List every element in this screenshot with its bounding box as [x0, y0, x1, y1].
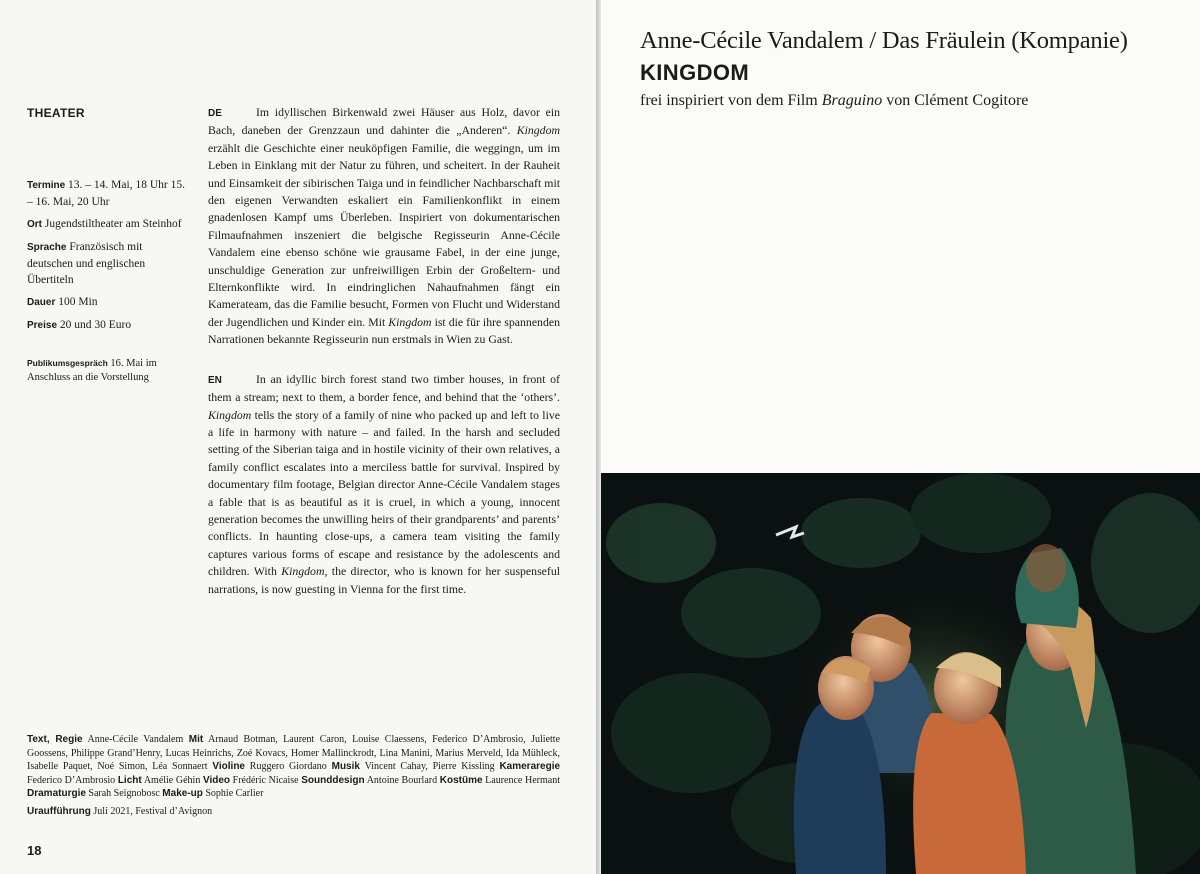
lang-label-de: DE: [208, 108, 222, 119]
info-language: Sprache Französisch mit deutschen und englischen Übertiteln: [27, 241, 146, 286]
info-prices: Preise 20 und 30 Euro: [27, 319, 132, 331]
info-audience-talk: Publikumsgespräch 16. Mai im Anschluss an die Vorstellung: [27, 358, 157, 383]
event-info: [27, 177, 187, 391]
info-venue: Ort Jugendstiltheater am Steinhof: [27, 218, 182, 230]
body-text: [208, 104, 560, 620]
credits: Text, Regie Anne-Cécile Vandalem Mit Arnaud Botman, Laurent Caron, Louise Claessens, Federico D’Ambrosio, Juliette Goossens, Philippe Grand’Henry, Lucas Heinrichs, Zoé Kovacs, Homer Mallinckrodt, Lina Manini, Marius Merveld, Ida Mühleck, Isabelle Paquet, Noé Simon, Léa Sonnaert Violine Ruggero Giordano Musik Vincent Cahay, Pierre Kissling Kameraregie Federico D’Ambrosio Licht Amélie Géhin Video Frédéric Nicaise Sounddesign Antoine Bourlard Kostüme Laurence Hermant Dramaturgie Sarah Seignobosc Make-up Sophie Carlier: [27, 734, 561, 800]
paragraph-de: DE Im idyllischen Birkenwald zwei Häuser aus Holz, davor ein Bach, daneben der Grenzzaun und dahinter die „Anderen“. Kingdom erzählt die Geschichte einer neuköpfigen Familie, die weggingn, um im Leben in Einklang mit der Natur zu führen, und scheitert. In der Rauheit und Einsamkeit der sibirischen Taiga und in feindlicher Nachbarschaft mit den eigenen Verwandten eskaliert ein Familienkonflikt in einem gnadenlosen Kampf ums Überleben. Inspiriert von dokumentarischen Filmaufnahmen inszeniert die belgische Regisseurin Anne-Cécile Vandalem eine ebenso schöne wie grausame Fabel, in der eine junge, unschuldige Generation zur unfreiwilligen Erbin der Großeltern- und Elternkonflikte wird. In eindringlichen Nahaufnahmen fängt ein Kamerateam, das die Familie besucht, Formen von Flucht und Widerstand der Jugendlichen und Kinder ein. Mit Kingdom ist die für ihre spannenden Narrationen bekannte Regisseurin nun erstmals in Wien zu Gast.: [208, 105, 560, 347]
photo-illustration: [601, 473, 1200, 874]
section-label: THEATER: [27, 106, 85, 120]
paragraph-en: EN In an idyllic birch forest stand two timber houses, in front of them a stream; next to them, a border fence, and behind that the ‘others’. Kingdom tells the story of a family of nine who packed up and left to live a life in harmony with nature – and failed. In the harsh and secluded setting of the Siberian taiga and in hostile vicinity of their own relatives, a family conflict escalates into a merciless battle for survival. Inspired by documentary film footage, Belgian director Anne-Cécile Vandalem stages a fable that is as beautiful as it is cruel, in which a young, innocent generation becomes the unwilling heirs of their grandparents’ and parents’ conflicts. In haunting close-ups, a camera team visiting the family captures various forms of escape and resistance by the adolescents and children. With Kingdom, the director, who is known for her suspenseful narrations, is now guesting in Vienna for the first time.: [208, 371, 560, 596]
premiere: Uraufführung Juli 2021, Festival d’Avignon: [27, 806, 213, 817]
info-duration: Dauer 100 Min: [27, 296, 98, 308]
production-title: KINGDOM: [640, 60, 750, 85]
lang-label-en: EN: [208, 374, 222, 386]
page-number: 18: [27, 843, 42, 858]
production-photo: [601, 473, 1200, 874]
page-title: Anne-Cécile Vandalem / Das Fräulein (Kompanie): [640, 27, 1128, 54]
right-page: [601, 0, 1200, 874]
left-page: [0, 0, 596, 874]
info-dates: Termine 13. – 14. Mai, 18 Uhr 15. – 16. Mai, 20 Uhr: [27, 179, 185, 208]
production-subtitle: frei inspiriert von dem Film Braguino von Clément Cogitore: [640, 92, 1029, 109]
